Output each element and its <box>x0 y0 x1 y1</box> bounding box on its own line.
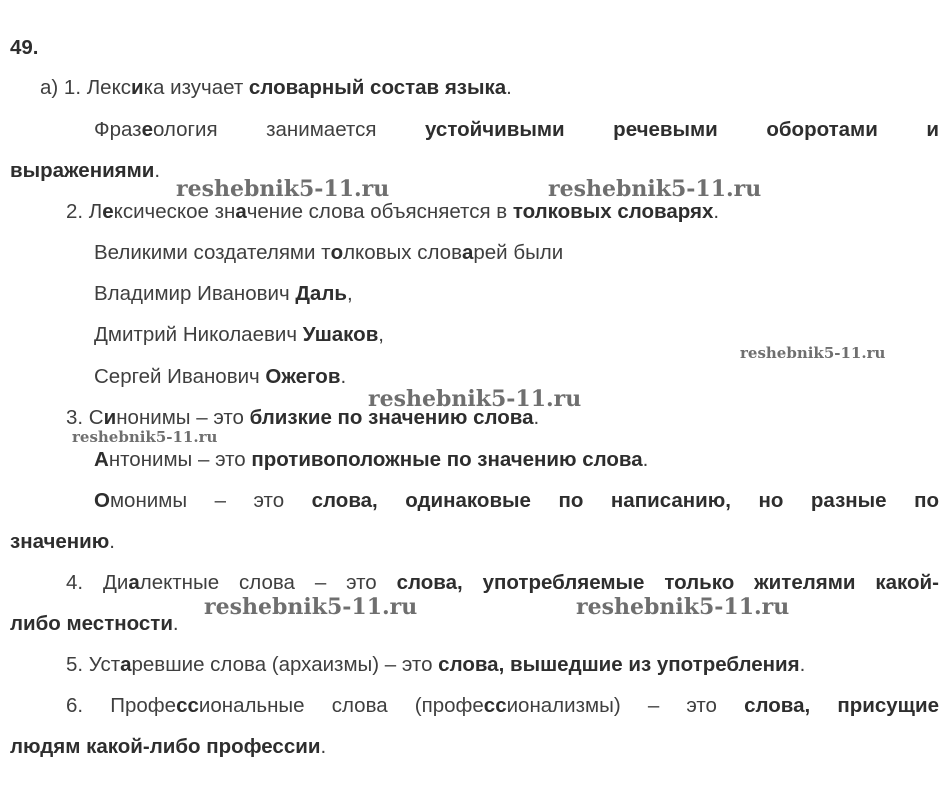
text: ология занимается <box>152 118 426 141</box>
text: Владимир Иванович <box>94 282 296 305</box>
text: нтонимы – это <box>108 448 252 471</box>
exercise-number: 49. <box>10 36 39 59</box>
bold-text: выражениями <box>10 159 155 182</box>
bold-text: людям какой-либо профессии <box>10 735 321 758</box>
text: нонимы – это <box>116 406 250 429</box>
watermark: reshebnik5-11.ru <box>548 176 762 202</box>
bold-text: слова, употребляемые только жителями какой- <box>396 571 939 594</box>
bold-text: либо местности <box>10 612 173 635</box>
bold-text: устойчивыми речевыми оборотами и <box>425 118 940 141</box>
watermark: reshebnik5-11.ru <box>576 594 790 620</box>
line-13 <box>66 570 939 596</box>
text: a) 1. Лекс <box>40 76 132 99</box>
bold-text: а <box>128 571 140 594</box>
line-1 <box>40 75 512 101</box>
text: . <box>320 735 327 758</box>
watermark: reshebnik5-11.ru <box>204 594 418 620</box>
bold-text: Ушаков <box>302 323 379 346</box>
bold-text: сс <box>176 694 199 717</box>
text: Фраз <box>94 118 142 141</box>
text: 3. С <box>66 406 104 429</box>
text: . <box>340 365 347 388</box>
bold-text: е <box>102 200 114 223</box>
text: ионализмы) – это <box>506 694 745 717</box>
line-15 <box>66 652 805 678</box>
text: . <box>172 612 179 635</box>
line-16 <box>66 693 939 719</box>
text: Великими создателями т <box>94 241 331 264</box>
text: . <box>713 200 720 223</box>
text: чение слова объясняется в <box>246 200 513 223</box>
bold-text: О <box>94 489 110 512</box>
bold-text: толковых словарях <box>512 200 714 223</box>
watermark: reshebnik5-11.ru <box>176 176 390 202</box>
watermark: reshebnik5-11.ru <box>368 386 582 412</box>
bold-text: е <box>141 118 153 141</box>
text: , <box>378 323 384 346</box>
line-10 <box>94 447 648 473</box>
line-14 <box>10 611 179 637</box>
line-3 <box>10 158 160 184</box>
bold-text: слова, присущие <box>744 694 939 717</box>
text: монимы – это <box>109 489 312 512</box>
bold-text: а <box>120 653 132 676</box>
text: . <box>506 76 512 99</box>
text: 4. Ди <box>66 571 129 594</box>
bold-text: Ожегов <box>265 365 341 388</box>
text: . <box>642 448 649 471</box>
text: лектные слова – это <box>139 571 397 594</box>
bold-text: Даль <box>295 282 347 305</box>
bold-text: А <box>94 448 109 471</box>
text: , <box>346 282 353 305</box>
line-12 <box>10 529 115 555</box>
bold-text: и <box>103 406 117 429</box>
bold-text: значению <box>10 530 110 553</box>
line-5 <box>94 240 563 266</box>
text: 6. Профе <box>66 694 177 717</box>
line-2 <box>94 117 939 143</box>
line-7 <box>94 322 384 348</box>
text: рей были <box>473 241 564 264</box>
line-17 <box>10 734 326 760</box>
text: ксическое зн <box>113 200 236 223</box>
bold-text: слова, одинаковые по написанию, но разные по <box>311 489 940 512</box>
watermark: reshebnik5-11.ru <box>72 428 218 446</box>
text: . <box>533 406 540 429</box>
bold-text: близкие по значению слова <box>249 406 534 429</box>
text: . <box>109 530 115 553</box>
bold-text: а <box>235 200 247 223</box>
bold-text: слова, вышедшие из употребления <box>438 653 800 676</box>
bold-text: противоположные по значению слова <box>251 448 643 471</box>
bold-text: и <box>131 76 144 99</box>
text: иональные слова (профе <box>198 694 484 717</box>
watermark: reshebnik5-11.ru <box>740 344 886 362</box>
line-11 <box>94 488 939 514</box>
text: 5. Уст <box>66 653 121 676</box>
text: лковых слов <box>343 241 462 264</box>
line-8 <box>94 364 346 390</box>
text: Дмитрий Николаевич <box>94 323 303 346</box>
text: ревшие слова (архаизмы) – это <box>131 653 439 676</box>
bold-text: а <box>461 241 474 264</box>
text: . <box>799 653 806 676</box>
text: 2. Л <box>66 200 103 223</box>
line-6 <box>94 281 353 307</box>
bold-text: о <box>330 241 344 264</box>
text: Сергей Иванович <box>94 365 266 388</box>
text: . <box>154 159 161 182</box>
bold-text: словарный состав языка <box>248 76 507 99</box>
text: ка изучает <box>143 76 249 99</box>
bold-text: сс <box>483 694 507 717</box>
line-4 <box>66 199 719 225</box>
